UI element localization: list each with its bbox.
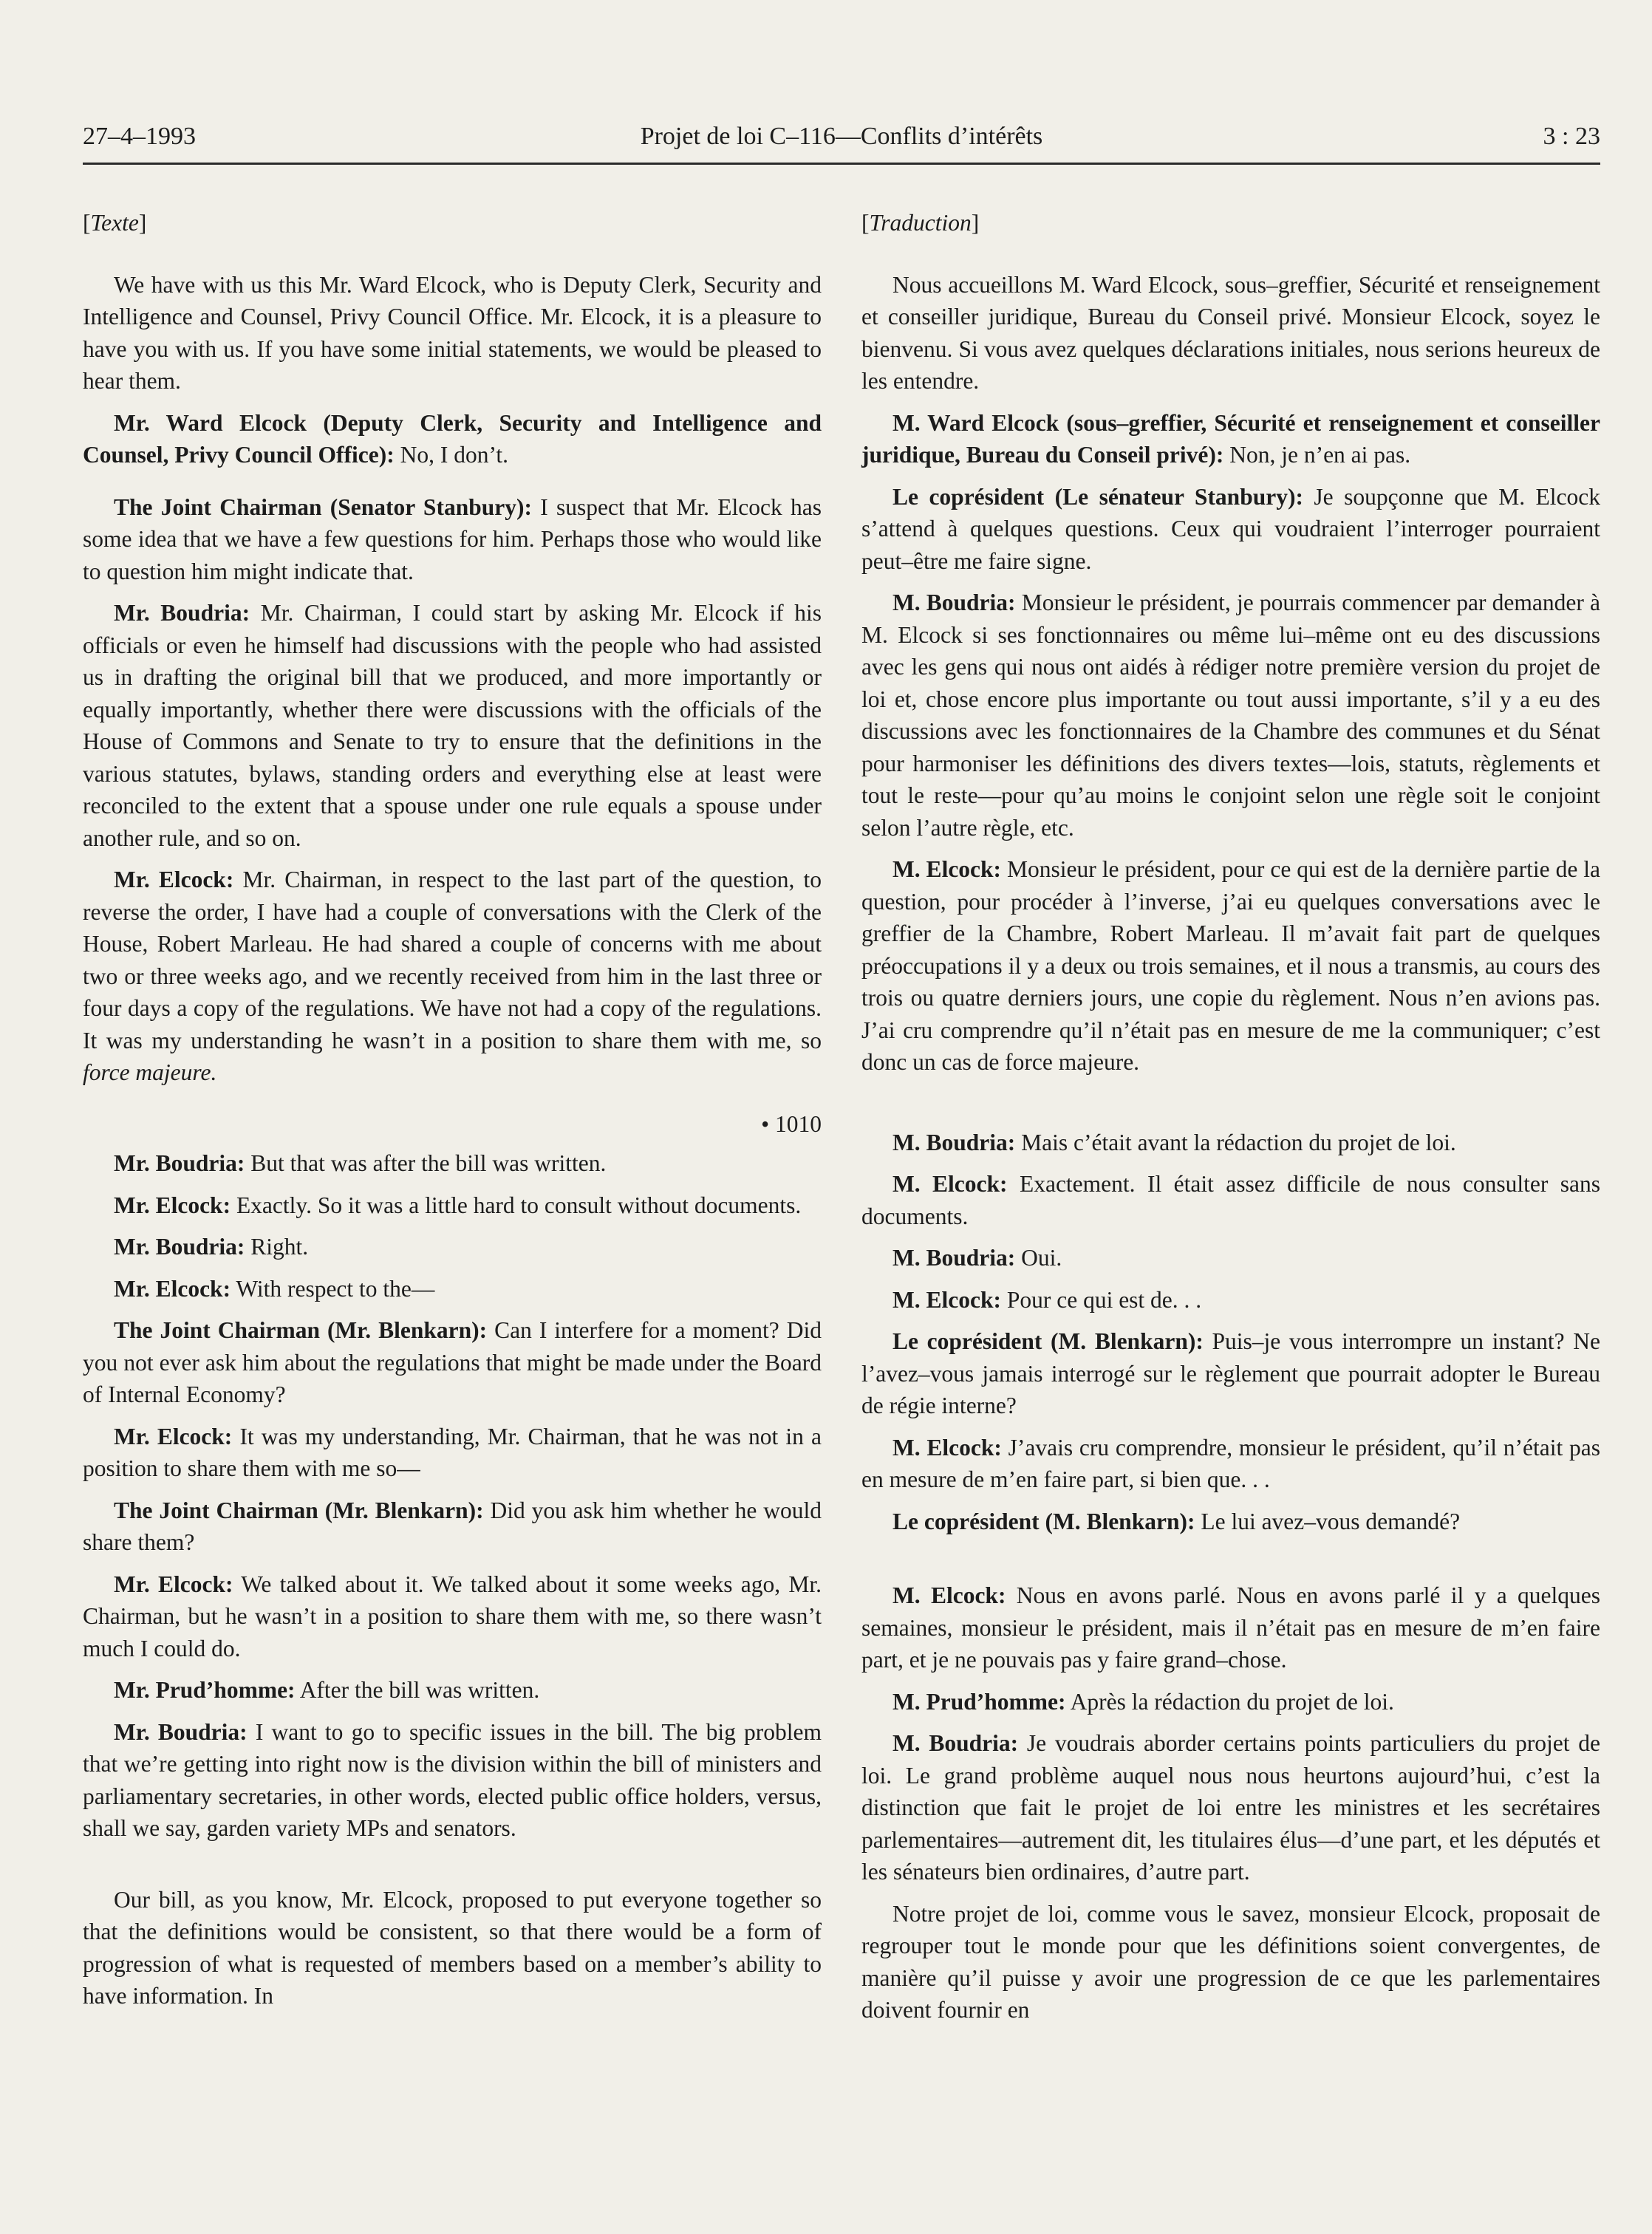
speaker: Mr. Prud’homme:	[114, 1677, 296, 1703]
speaker: M. Elcock:	[892, 1286, 1001, 1313]
paragraph: M. Boudria: Mais c’était avant la rédaction du projet de loi.	[892, 1129, 1456, 1155]
speaker: M. Boudria:	[892, 590, 1016, 615]
paragraph: M. Elcock: Pour ce qui est de. . .	[892, 1286, 1202, 1313]
speaker: M. Elcock:	[892, 1434, 1002, 1461]
paragraph: Mr. Elcock: Exactly. So it was a little hard to consult without documents.	[114, 1192, 802, 1218]
paragraph: Mr. Elcock: Mr. Chairman, in respect to the last part of the question, to reverse the order, I have had a couple of conversations with the Clerk of the House, Robert Marleau. He had shared a couple of concerns with me about two or three weeks ago, and we recently received from him in the last three or four days a copy of the regulations. We have not had a copy of the regulations. It was my understanding he wasn’t in a position to share them with me, so force majeure.	[83, 867, 822, 1085]
paragraph: Mr. Elcock: With respect to the—	[114, 1275, 435, 1302]
page-header	[83, 118, 1600, 165]
speaker: Le coprésident (M. Blenkarn):	[892, 1328, 1204, 1354]
speaker: Mr. Elcock:	[114, 1192, 231, 1218]
speaker: M. Elcock:	[892, 856, 1002, 882]
paragraph: M. Elcock: Nous en avons parlé. Nous en avons parlé il y a quelques semaines, monsieur le président, mais il n’était pas en mesure de m’en faire part, et je ne pouvais pas y faire grand–chose.	[861, 1582, 1600, 1673]
paragraph: M. Elcock: Exactement. Il était assez difficile de nous consulter sans documents.	[861, 1171, 1600, 1229]
paragraph: Le coprésident (Le sénateur Stanbury): Je soupçonne que M. Elcock s’attend à quelques questions. Ceux qui voudraient l’interroger pourraient peut–être me faire signe.	[861, 483, 1600, 574]
paragraph: M. Boudria: Monsieur le président, je pourrais commencer par demander à M. Elcock si ses fonctionnaires ou même lui–même ont eu des discussions avec les gens qui nous ont aidés à rédiger notre première version du projet de loi et, chose encore plus importante ou tout aussi importante, s’il y a eu des discussions avec les fonctionnaires de la Chambre des communes et du Sénat pour harmoniser les définitions des divers textes—lois, statuts, règlements et tout le reste—pour qu’au moins le conjoint selon une règle soit le conjoint selon l’autre règle, etc.	[861, 590, 1600, 841]
speaker: M. Elcock:	[892, 1171, 1008, 1197]
speaker: M. Boudria:	[892, 1129, 1016, 1155]
paragraph: The Joint Chairman (Senator Stanbury): I suspect that Mr. Elcock has some idea that we have a few questions for him. Perhaps those who would like to question him might indicate that.	[83, 493, 822, 584]
speaker: M. Elcock:	[892, 1582, 1006, 1608]
french-column	[861, 207, 1600, 2036]
speaker: Mr. Elcock:	[114, 1571, 233, 1597]
paragraph: Mr. Boudria: Mr. Chairman, I could start by asking Mr. Elcock if his officials or even he himself had discussions with the people who had assisted us in drafting the original bill that we produced, and more importantly or equally importantly, whether there were discussions with the officials of the House of Commons and Senate to try to ensure that the definitions in the various statutes, bylaws, standing orders and everything else at least were reconciled to the extent that a spouse under one rule equals a spouse under another rule, and so on.	[83, 600, 822, 851]
time-marker: • 1010	[761, 1110, 822, 1137]
speaker: Le coprésident (Le sénateur Stanbury):	[892, 483, 1303, 510]
header-date: 27–4–1993	[83, 123, 196, 150]
speaker: Mr. Boudria:	[114, 1234, 245, 1260]
speaker: M. Boudria:	[892, 1730, 1019, 1756]
speaker: Mr. Boudria:	[114, 1718, 248, 1745]
paragraph: Our bill, as you know, Mr. Elcock, proposed to put everyone together so that the definitions would be consistent, so that there would be a form of progression of what is requested of members based on a member’s ability to have information. In	[83, 1886, 822, 2009]
paragraph: Mr. Boudria: Right.	[114, 1234, 309, 1260]
speaker: Mr. Elcock:	[114, 1275, 231, 1302]
speaker: The Joint Chairman (Mr. Blenkarn):	[114, 1497, 484, 1523]
paragraph: M. Boudria: Oui.	[892, 1245, 1062, 1271]
paragraph: Mr. Elcock: We talked about it. We talked about it some weeks ago, Mr. Chairman, but he wasn’t in a position to share them with me, so there wasn’t much I could do.	[83, 1571, 822, 1661]
paragraph: M. Elcock: Monsieur le président, pour ce qui est de la dernière partie de la question, pour procéder à l’inverse, j’ai eu quelques conversations avec le greffier de la Chambre, Robert Marleau. Il m’avait fait part de quelques préoccupations il y a deux ou trois semaines, et il nous a transmis, au cours des trois ou quatre derniers jours, une copie du règlement. Nous n’en avions pas. J’ai cru comprendre qu’il n’était pas en mesure de me la communiquer; c’est donc un cas de force majeure.	[861, 856, 1600, 1075]
header-title: Projet de loi C–116—Conflits d’intérêts	[640, 123, 1043, 150]
header-page-number: 3 : 23	[1543, 123, 1600, 150]
english-column	[83, 207, 822, 2022]
paragraph: Le coprésident (M. Blenkarn): Puis–je vous interrompre un instant? Ne l’avez–vous jamais interrogé sur le règlement que pourrait adopter le Bureau de régie interne?	[861, 1328, 1600, 1418]
paragraph: We have with us this Mr. Ward Elcock, who is Deputy Clerk, Security and Intelligence and Counsel, Privy Council Office. Mr. Elcock, it is a pleasure to have you with us. If you have some initial statements, we would be pleased to hear them.	[83, 271, 822, 394]
speaker: The Joint Chairman (Mr. Blenkarn):	[114, 1317, 488, 1343]
column-tag: [Texte]	[83, 210, 147, 236]
paragraph: Mr. Prud’homme: After the bill was written.	[114, 1677, 540, 1703]
speaker: The Joint Chairman (Senator Stanbury):	[114, 493, 532, 520]
speaker: Mr. Boudria:	[114, 1150, 245, 1176]
speaker: Le coprésident (M. Blenkarn):	[892, 1508, 1195, 1534]
speaker: Mr. Boudria:	[114, 600, 250, 626]
paragraph: M. Prud’homme: Après la rédaction du projet de loi.	[892, 1688, 1394, 1715]
speaker: M. Ward Elcock (sous–greffier, Sécurité et renseignement et conseiller juridique, Bureau du Conseil privé):	[861, 409, 1600, 468]
paragraph: M. Elcock: J’avais cru comprendre, monsieur le président, qu’il n’était pas en mesure de m’en faire part, si bien que. . .	[861, 1434, 1600, 1492]
speaker: Mr. Ward Elcock (Deputy Clerk, Security and Intelligence and Counsel, Privy Council Office):	[83, 409, 822, 468]
paragraph: Mr. Ward Elcock (Deputy Clerk, Security and Intelligence and Counsel, Privy Council Office): No, I don’t.	[83, 409, 822, 468]
paragraph: Mr. Elcock: It was my understanding, Mr. Chairman, that he was not in a position to share them with me so—	[83, 1423, 822, 1481]
paragraph: M. Boudria: Je voudrais aborder certains points particuliers du projet de loi. Le grand problème auquel nous nous heurtons aujourd’hui, c’est la distinction que fait le projet de loi entre les ministres et les secrétaires parlementaires—autrement dit, les titulaires élus—d’une part, et les députés et les sénateurs bien ordinaires, d’autre part.	[861, 1730, 1600, 1885]
paragraph: The Joint Chairman (Mr. Blenkarn): Did you ask him whether he would share them?	[83, 1497, 822, 1555]
column-tag: [Traduction]	[861, 210, 980, 236]
paragraph: Nous accueillons M. Ward Elcock, sous–greffier, Sécurité et renseignement et conseiller juridique, Bureau du Conseil privé. Monsieur Elcock, soyez le bienvenu. Si vous avez quelques déclarations initiales, nous serions heureux de les entendre.	[861, 271, 1600, 394]
paragraph: Mr. Boudria: But that was after the bill was written.	[114, 1150, 607, 1176]
speaker: Mr. Elcock:	[114, 867, 234, 892]
paragraph: Notre projet de loi, comme vous le savez, monsieur Elcock, proposait de regrouper tout le monde pour que les définitions soient convergentes, de manière qu’il puisse y avoir une progression de ce que les parlementaires doivent fournir en	[861, 1900, 1600, 2023]
paragraph: M. Ward Elcock (sous–greffier, Sécurité et renseignement et conseiller juridique, Bureau du Conseil privé): Non, je n’en ai pas.	[861, 409, 1600, 468]
paragraph: The Joint Chairman (Mr. Blenkarn): Can I interfere for a moment? Did you not ever ask him about the regulations that might be made under the Board of Internal Economy?	[83, 1317, 822, 1407]
speaker: Mr. Elcock:	[114, 1423, 233, 1449]
paragraph: Le coprésident (M. Blenkarn): Le lui avez–vous demandé?	[892, 1508, 1461, 1534]
speaker: M. Prud’homme:	[892, 1688, 1066, 1715]
paragraph: Mr. Boudria: I want to go to specific issues in the bill. The big problem that we’re getting into right now is the division within the bill of ministers and parliamentary secretaries, in other words, elected public office holders, versus, shall we say, garden variety MPs and senators.	[83, 1718, 822, 1841]
speaker: M. Boudria:	[892, 1245, 1016, 1271]
